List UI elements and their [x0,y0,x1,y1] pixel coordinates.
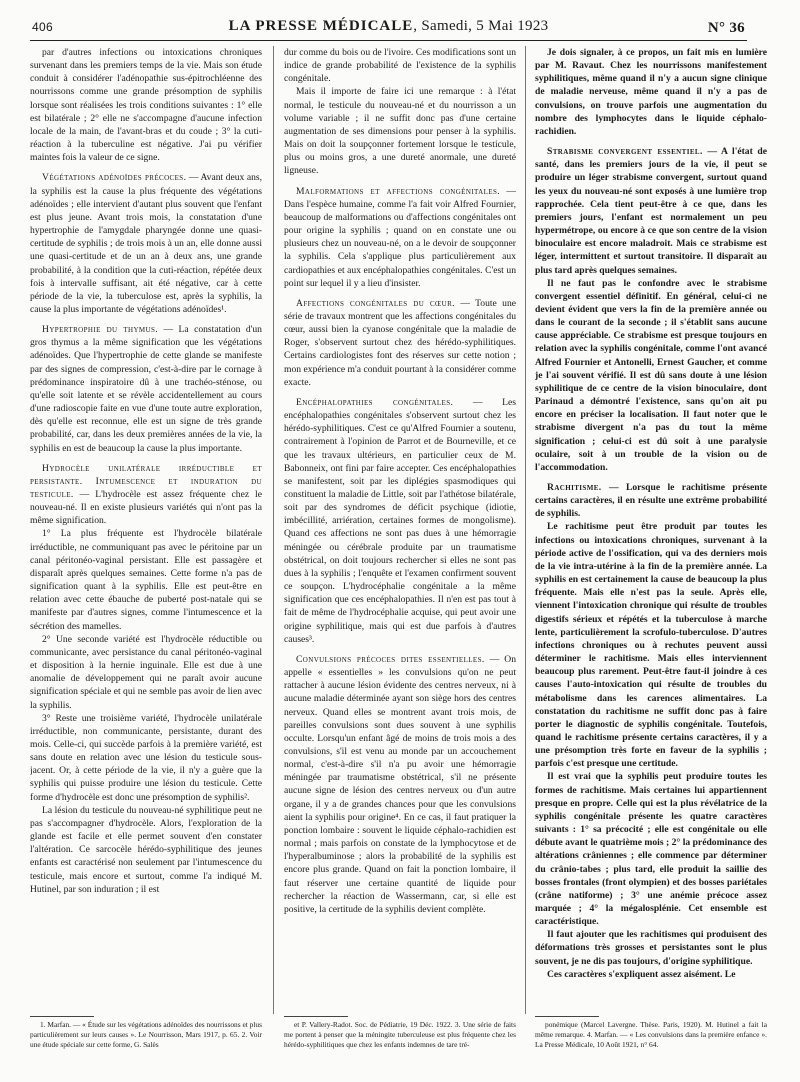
paragraph-text: — Toute une série de travaux montrent que les affections congénitales du cœur, aussi bien la cyanose congénitale que la maladie de Roger, s'observent surtout chez des hérédo-syphilitiques. Certains cardiologistes font des réserves sur cette notion ; mon expérience m'a conduit pourtant à la considérer comme exacte. [284,297,516,388]
footnote: 1. Marfan. — « Étude sur les végétations adénoïdes des nourrissons et plus particulièrement sur leurs causes ». Le Nourrisson, Mars 1917, p. 65. 2. Voir une étude spéciale sur cette forme, G. Salès [30,1020,262,1049]
column-rule [273,46,274,1014]
footnotes-column-1 [30,1020,262,1072]
column-rule [525,46,526,1014]
section-paragraph [284,185,516,290]
section-heading: Hypertrophie du thymus. [42,324,159,336]
paragraph: 1° La plus fréquente est l'hydrocèle bilatérale irréductible, ne communiquant pas avec le péritoine par un canal péritonéo-vaginal persistant. Elle est passagère et disparaît après quelques semaines. Cette forme n'a pas de signification quant à la syphilis. Elle est peut-être en relation avec cette ébauche de puberté post-natale qui se manifeste par d'autres signes, comme l'intumescence et la sécrétion des mamelles. [30,528,262,632]
paragraph-text: — L'hydrocèle est assez fréquente chez le nouveau-né. Il en existe plusieurs variétés qui n'ont pas la même signification. [30,489,262,527]
footnote-rule [284,1016,348,1017]
paragraph-text: — Avant deux ans, la syphilis est la cause la plus fréquente des végétations adénoïdes ; elle intervient d'autant plus souvent que l'enfant est plus jeune. Avant trois mois, la constatation d'une hypertrophie de l'amygdale pharyngée donne une quasi-certitude de syphilis ; de trois mois à un an, elle donne aussi une quasi-certitude et de un an à deux ans, une grande probabilité, à la condition que la cuti-réaction, répétée deux fois à intervalle suffisant, ait été négative, car à cette période de la vie, la tuberculose est, après la syphilis, la cause la plus importante de végétations adénoïdes¹. [30,172,262,315]
paragraph: La lésion du testicule du nouveau-né syphilitique peut ne pas s'accompagner d'hydrocèle. Alors, l'exploration de la glande est facile et elle permet souvent d'en constater l'altération. Ce sarcocèle hérédo-syphilitique des jeunes enfants est caractérisé non seulement par l'intumescence du testicule, mais encore et surtout, comme l'a indiqué M. Hutinel, par son induration ; il est [30,804,262,895]
section-heading: Rachitisme. [547,482,602,493]
paragraph: Il est vrai que la syphilis peut produire toutes les formes de rachitisme. Mais certaines lui appartiennent presque en propre. Celle qui est la plus révélatrice de la syphilis congénitale présente les quatre caractères suivants : 1° sa précocité ; elle est congénitale ou elle débute avant le quatrième mois ; 2° la prédominance des altérations crâniennes ; elle commence par déterminer du crânio-tabes ; plus tard, elle produit la saillie des bosses frontales (front olympien) et des bosses pariétales (crâne natiforme) ; 3° une anémie précoce assez marquée ; 4° la mégalosplénie. Cet ensemble est caractéristique. [535,771,767,928]
paragraph: Il faut ajouter que les rachitismes qui produisent des déformations très grosses et persistantes sont le plus souvent, je ne dis pas toujours, d'origine syphilitique. [535,929,767,967]
paragraph: par d'autres infections ou intoxications chroniques survenant dans les premiers temps de la vie. Mais son étude conduit à considérer l'adénopathie sus-épitrochléenne des nourrissons comme une grande présomption de syphilis lorsque sont réalisées les trois conditions suivantes : 1° elle est bilatérale ; 2° elle ne s'accompagne d'aucune infection locale de la main, de l'avant-bras et du coude ; 3° la cuti-réaction à la tuberculine est négative. J'ai pu vérifier maintes fois la valeur de ce signe. [30,47,262,164]
section-paragraph [535,481,767,520]
paragraph: Ces caractères s'expliquent assez aisément. Le [547,968,736,980]
footnote: et P. Vallery-Radot. Soc. de Pédiatrie, 19 Déc. 1922. 3. Une série de faits me portent à penser que la méningite tuberculeuse est plus fréquente chez les hérédo-syphilitiques que chez les enfants indemnes de tare tré- [284,1020,516,1049]
section-heading: Affections congénitales du cœur. [296,297,455,309]
paragraph-text: — La constatation d'un gros thymus a la même signification que les végétations adénoïdes. Que l'hypertrophie de cette glande se manifeste par des signes de compression, c'est-à-dire par le cornage à prédominance inspiratoire dû à une trachéo-sténose, ou qu'elle soit latente et se révèle accidentellement au cours d'une radioscopie faite en vue d'une toute autre exploration, dès qu'elle est reconnue, elle est un signe de très grande probabilité, car, dans les deux premières années de la vie, la syphilis en est de beaucoup la cause la plus importante. [30,324,262,454]
page-number: 406 [32,20,53,34]
section-paragraph [535,145,767,277]
paragraph: Mais il importe de faire ici une remarque : à l'état normal, le testicule du nouveau-né et du nourrisson a un volume variable ; il ne suffit donc pas d'une certaine augmentation de ses dimensions pour penser à la syphilis. Mais on doit la soupçonner fortement lorsque le testicule, plus ou moins gros, a une dureté anormale, une dureté ligneuse. [284,86,516,177]
paragraph: 3° Reste une troisième variété, l'hydrocèle unilatérale irréductible, non communicante, persistante, durant des mois. Celle-ci, qui succède parfois à la première variété, est sans doute en relation avec une lésion du testicule sous-jacent. Or, à cette période de la vie, il n'y a guère que la syphilis qui puisse produire une lésion du testicule. Cette forme d'hydrocèle est donc une présomption de syphilis². [30,712,262,803]
paragraph-text: — Les encéphalopathies congénitales s'observent surtout chez les hérédo-syphilitiques. C'est ce qu'Alfred Fournier a soutenu, contrairement à l'opinion de Parrot et de Bourneville, et ce que les travaux ultérieurs, en particulier ceux de M. Babonneix, ont fini par faire accepter. Ces encéphalopathies se manifestent, soit par les diplégies spasmodiques qui constituent la maladie de Little, soit par l'athétose bilatérale, soit par des syndromes de déficit psychique (idiotie, imbécillité, arriération, certaines formes de mongolisme). Quand ces affections ne sont pas dues à une hémorragie méningée ou cérébrale produite par un traumatisme obstétrical, on doit toujours rechercher si elles ne sont pas dues à la syphilis ; l'enquête et l'examen confirment souvent ce soupçon. L'hydrocéphalie congénitale a la même signification que ces encéphalopathies. Il n'en est pas tout à fait de même de l'hydrocéphalie acquise, qui peut avoir une origine syphilitique, mais qui est due parfois à d'autres causes³. [284,396,516,645]
issue-date: , Samedi, 5 Mai 1923 [413,18,549,34]
paragraph: Je dois signaler, à ce propos, un fait mis en lumière par M. Ravaut. Chez les nourrissons manifestement syphilitiques, même quand il n'y a aucun signe clinique de maladie nerveuse, même quand il n'y a pas de convulsions, on trouve parfois une augmentation du nombre des lymphocytes dans le liquide céphalo-rachidien. [535,47,767,137]
text-column-3 [535,46,767,1014]
paragraph-text: — Lorsque le rachitisme présente certains caractères, il en résulte une extrême probabilité de syphilis. [535,482,767,520]
paragraph: dur comme du bois ou de l'ivoire. Ces modifications sont un indice de grande probabilité de l'existence de la syphilis congénitale. [284,47,516,85]
footnote-rule [535,1016,599,1017]
section-paragraph [30,171,262,316]
text-column-1 [30,46,262,1014]
text-column-2 [284,46,516,1014]
running-title [30,18,747,35]
section-paragraph [30,323,262,455]
section-paragraph [284,396,516,646]
section-heading: Encéphalopathies congénitales. [296,396,454,408]
section-paragraph [30,462,262,528]
page-header [30,18,747,41]
paragraph-text: — Dans l'espèce humaine, comme l'a fait voir Alfred Fournier, beaucoup de malformations ou d'affections congénitales ont pour origine la syphilis ; quand on en constate une ou plusieurs chez un nouveau-né, on a le devoir de soupçonner la syphilis. Cela s'applique plus particulièrement aux cardiopathies et aux encéphalopathies congénitales. C'est un point sur lequel il y a lieu d'insister. [284,185,516,289]
footnotes-column-3 [535,1020,767,1072]
section-heading: Végétations adénoïdes précoces. [42,172,187,184]
section-heading: Strabisme convergent essentiel. [547,146,703,158]
section-heading: Convulsions précoces dites essentielles. [296,653,485,665]
paragraph: Il ne faut pas le confondre avec le strabisme convergent essentiel définitif. En général, celui-ci ne devient évident que vers la fin de la première année ou dans le courant de la seconde ; il s'établit sans aucune cause appréciable. Ce strabisme est presque toujours en relation avec la syphilis congénitale, comme l'ont avancé Alfred Fournier et Antonelli, Ernest Gaucher, et comme je l'ai souvent vérifié. Il est dû sans doute à une lésion syphilitique de ce centre de la vision binoculaire, dont Parinaud a démontré l'existence, sans qu'on ait pu encore en préciser la localisation. Il faut noter que le strabisme divergent n'a pas du tout la même signification ; celui-ci est dû soit à une paralysie oculaire, soit à un trouble de la vision ou de l'accommodation. [535,277,767,473]
footnote-rule [30,1016,94,1017]
issue-number: N° 36 [707,20,745,36]
paragraph: Le rachitisme peut être produit par toutes les infections ou intoxications chroniques, survenant à la période active de l'ossification, qui va des derniers mois de la vie intra-utérine à la fin de la première année. La syphilis en est certainement la cause de beaucoup la plus fréquente. Mais elle n'est pas la seule. Après elle, viennent l'intoxication chronique qui résulte de troubles digestifs sérieux et répétés et la tuberculose à marche lente, particulièrement la scrofulo-tuberculose. D'autres infections chroniques ou à rechutes peuvent aussi déterminer le rachitisme. Mais elles interviennent beaucoup plus rarement. Peut-être faut-il joindre à ces causes l'auto-intoxication qui résulte de troubles du métabolisme dans les carences alimentaires. La constatation du rachitisme ne suffit donc pas à faire porter le diagnostic de syphilis congénitale. Toutefois, quand le rachitisme présente certains caractères, il y a une présomption très forte en faveur de la syphilis ; parfois c'est presque une certitude. [535,521,767,770]
paragraph: 2° Une seconde variété est l'hydrocèle réductible ou communicante, avec persistance du canal péritonéo-vaginal et disposition à la hernie inguinale. Elle est due à une anomalie de développement qui ne paraît avoir aucune signification spéciale et qui ne semble pas avoir de lien avec la syphilis. [30,633,262,711]
footnote: ponémique (Marcel Lavergne. Thèse. Paris, 1920). M. Hutinel a fait la même remarque. 4. Marfan. — « Les convulsions dans la première enfance ». La Presse Médicale, 10 Août 1921, n° 64. [535,1020,767,1049]
section-paragraph [284,297,516,389]
section-paragraph [284,653,516,916]
journal-title: LA PRESSE MÉDICALE [228,18,414,34]
paragraph-text: — On appelle « essentielles » les convulsions qu'on ne peut rattacher à aucune lésion évidente des centres nerveux, ni à aucune maladie déterminée ayant son siège hors des centres nerveux. Quand elles se montrent avant trois mois, de pareilles convulsions sont dues souvent à une syphilis occulte. Lorsqu'un enfant âgé de moins de trois mois a des convulsions, s'il est venu au monde par un accouchement normal, c'est-à-dire s'il n'a pu avoir une hémorragie méningée par traumatisme obstétrical, s'il ne présente aucune signe de lésion des centres nerveux ou d'un autre organe, il y a de grandes chances pour que les convulsions aient la syphilis pour origine⁴. En ce cas, il faut pratiquer la ponction lombaire : souvent le liquide céphalo-rachidien est normal ; mais parfois on constate de la lymphocytose et de l'hyperalbuminose ; alors la probabilité de la syphilis est encore plus grande. Quand on fait la ponction lombaire, il faut réserver une certaine quantité de liquide pour rechercher la réaction de Wassermann, car, si elle est positive, la certitude de la syphilis devient complète. [284,653,516,915]
section-heading: Malformations et affections congénitales. [296,185,501,197]
paragraph-text: — A l'état de santé, dans les premiers jours de la vie, il peut se produire un léger strabisme convergent, surtout quand les yeux du nouveau-né sont exposés à une lumière trop rapprochée. Cela tient peut-être à ce que, dans les premiers jours, l'enfant est normalement un peu hypermétrope, ou encore à ce que son centre de la vision binoculaire est encore maladroit. Mais ce strabisme est léger, intermittent et surtout transitoire. Il disparaît au plus tard après quelques semaines. [535,146,767,276]
footnotes-column-2 [284,1020,516,1072]
section-heading: Hydrocèle unilatérale irréductible et persistante. Intumescence et induration du testicule. [30,462,262,500]
